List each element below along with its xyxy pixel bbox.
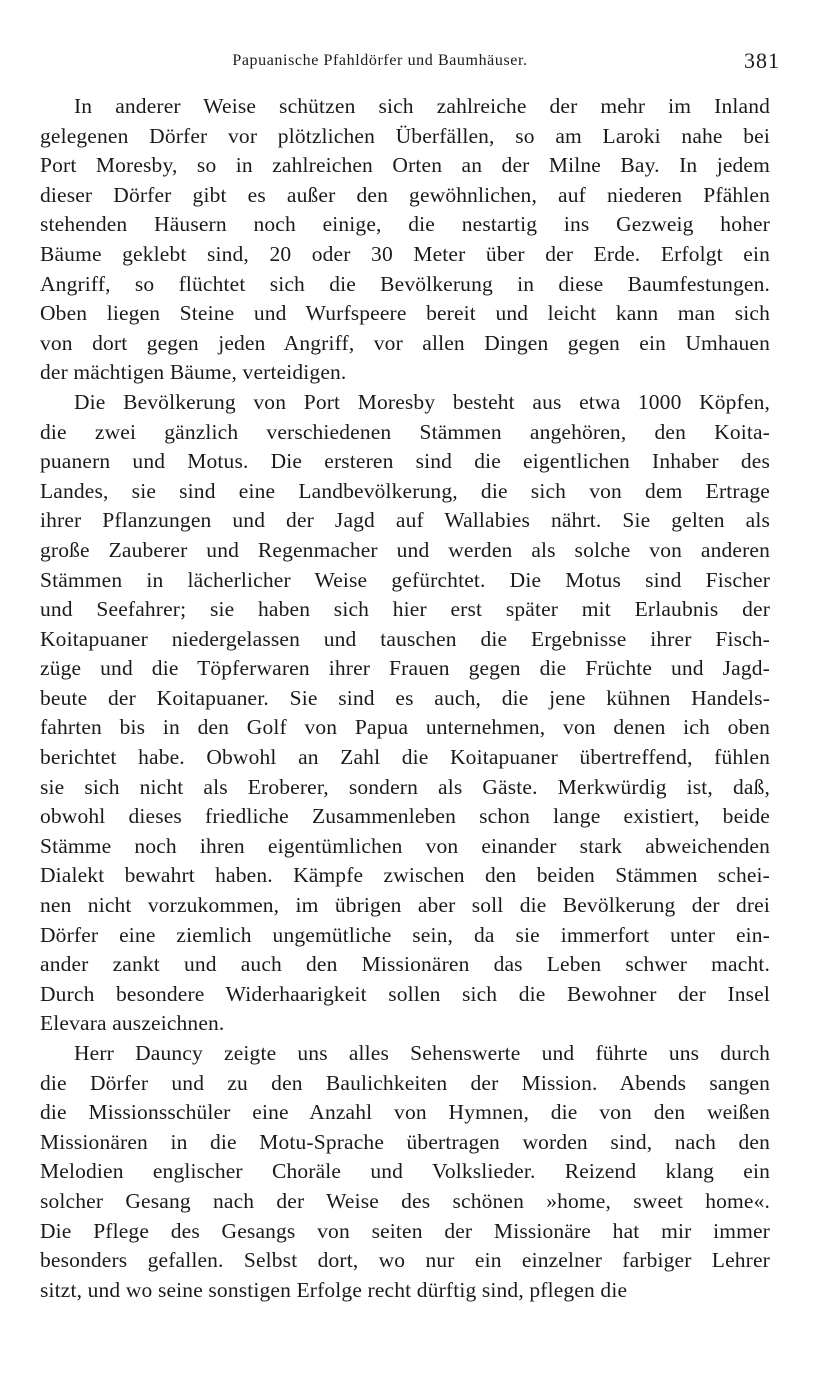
paragraph bbox=[40, 1039, 770, 1305]
paragraph bbox=[40, 388, 770, 1039]
text-line: Stämme noch ihren eigentümlichen von einander stark abweichenden bbox=[40, 833, 770, 858]
text-line: solcher Gesang nach der Weise des schönen »home, sweet home«. bbox=[40, 1188, 770, 1213]
text-line: Angriff, so flüchtet sich die Bevölkerung in diese Baumfestungen. bbox=[40, 271, 770, 296]
text-line: ander zankt und auch den Missionären das Leben schwer macht. bbox=[40, 952, 770, 977]
text-line: große Zauberer und Regenmacher und werden als solche von anderen bbox=[40, 537, 770, 562]
text-line: und Seefahrer; sie haben sich hier erst später mit Erlaubnis der bbox=[40, 597, 770, 622]
text-line: Oben liegen Steine und Wurfspeere bereit und leicht kann man sich bbox=[40, 301, 770, 326]
text-line: von dort gegen jeden Angriff, vor allen Dingen gegen ein Umhauen bbox=[40, 330, 770, 355]
text-line: Herr Dauncy zeigte uns alles Sehenswerte und führte uns durch bbox=[74, 1041, 770, 1065]
running-title: Papuanische Pfahldörfer und Baumhäuser. bbox=[232, 52, 528, 69]
text-line: die Dörfer und zu den Baulichkeiten der Mission. Abends sangen bbox=[40, 1070, 770, 1095]
page-number: 381 bbox=[744, 48, 780, 73]
text-line: Landes, sie sind eine Landbevölkerung, die sich von dem Ertrage bbox=[40, 478, 770, 503]
text-line: Melodien englischer Choräle und Volkslieder. Reizend klang ein bbox=[40, 1159, 770, 1184]
text-line: In anderer Weise schützen sich zahlreiche der mehr im Inland bbox=[74, 94, 770, 118]
text-line: die zwei gänzlich verschiedenen Stämmen angehören, den Koita- bbox=[40, 419, 770, 444]
paragraph bbox=[40, 92, 770, 388]
body-text bbox=[40, 92, 770, 1305]
text-line: ihrer Pflanzungen und der Jagd auf Wallabies nährt. Sie gelten als bbox=[40, 508, 770, 533]
text-line: obwohl dieses friedliche Zusammenleben schon lange existiert, beide bbox=[40, 804, 770, 829]
text-line: züge und die Töpferwaren ihrer Frauen gegen die Früchte und Jagd- bbox=[40, 656, 770, 681]
text-line: Port Moresby, so in zahlreichen Orten an der Milne Bay. In jedem bbox=[40, 153, 770, 178]
text-line: sie sich nicht als Eroberer, sondern als Gäste. Merkwürdig ist, daß, bbox=[40, 774, 770, 799]
running-head bbox=[40, 48, 780, 78]
text-line: Dialekt bewahrt haben. Kämpfe zwischen den beiden Stämmen schei- bbox=[40, 863, 770, 888]
text-line: dieser Dörfer gibt es außer den gewöhnlichen, auf niederen Pfählen bbox=[40, 182, 770, 207]
text-line: puanern und Motus. Die ersteren sind die eigentlichen Inhaber des bbox=[40, 449, 770, 474]
text-line: nen nicht vorzukommen, im übrigen aber soll die Bevölkerung der drei bbox=[40, 893, 770, 918]
text-line: Dörfer eine ziemlich ungemütliche sein, da sie immerfort unter ein- bbox=[40, 922, 770, 947]
text-line: Koitapuaner niedergelassen und tauschen die Ergebnisse ihrer Fisch- bbox=[40, 626, 770, 651]
text-line: beute der Koitapuaner. Sie sind es auch, die jene kühnen Handels- bbox=[40, 685, 770, 710]
text-line: fahrten bis in den Golf von Papua unternehmen, von denen ich oben bbox=[40, 715, 770, 740]
text-line: gelegenen Dörfer vor plötzlichen Überfällen, so am Laroki nahe bei bbox=[40, 123, 770, 148]
text-line: die Missionsschüler eine Anzahl von Hymnen, die von den weißen bbox=[40, 1100, 770, 1125]
text-line: Die Bevölkerung von Port Moresby besteht aus etwa 1000 Köpfen, bbox=[74, 389, 770, 414]
text-line: der mächtigen Bäume, verteidigen. bbox=[40, 360, 347, 385]
text-line: Elevara auszeichnen. bbox=[40, 1011, 225, 1036]
text-line: Missionären in die Motu-Sprache übertragen worden sind, nach den bbox=[40, 1129, 770, 1154]
text-line: besonders gefallen. Selbst dort, wo nur ein einzelner farbiger Lehrer bbox=[40, 1248, 770, 1273]
text-line: Bäume geklebt sind, 20 oder 30 Meter über der Erde. Erfolgt ein bbox=[40, 241, 770, 266]
text-line: Die Pflege des Gesangs von seiten der Missionäre hat mir immer bbox=[40, 1218, 770, 1243]
text-line: stehenden Häusern noch einige, die nestartig ins Gezweig hoher bbox=[40, 212, 770, 237]
text-line: Stämmen in lächerlicher Weise gefürchtet. Die Motus sind Fischer bbox=[40, 567, 770, 592]
text-line: berichtet habe. Obwohl an Zahl die Koitapuaner übertreffend, fühlen bbox=[40, 745, 770, 770]
text-line: Durch besondere Widerhaarigkeit sollen sich die Bewohner der Insel bbox=[40, 981, 770, 1006]
text-line: sitzt, und wo seine sonstigen Erfolge recht dürftig sind, pflegen die bbox=[40, 1277, 628, 1302]
